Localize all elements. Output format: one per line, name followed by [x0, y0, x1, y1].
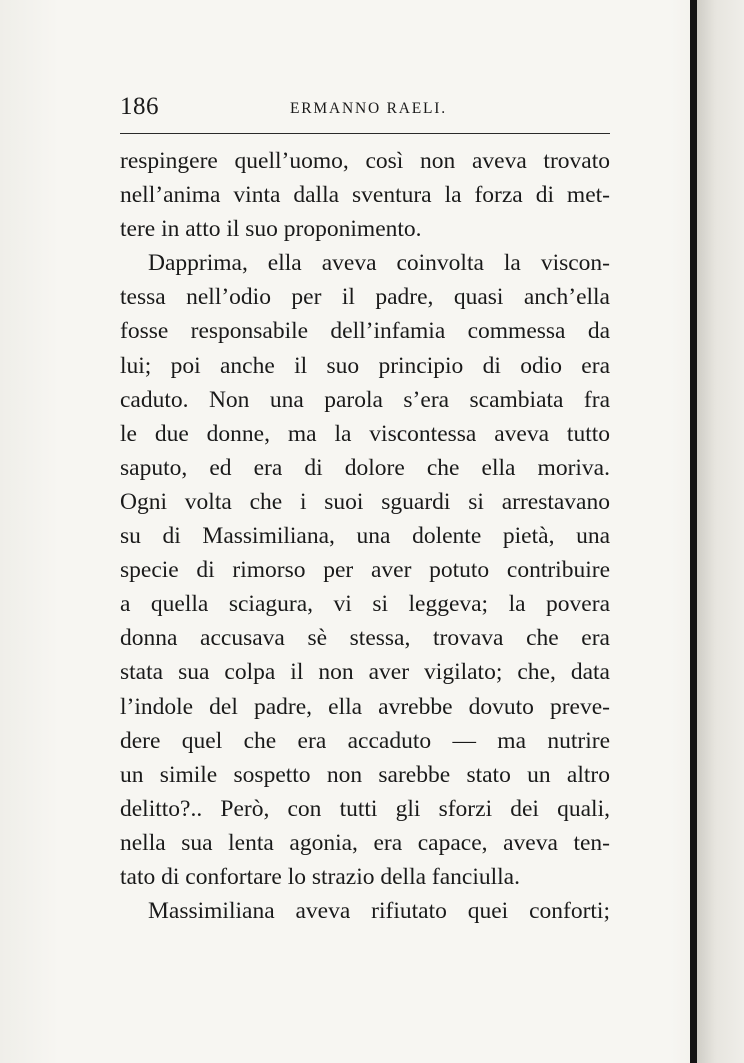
text-line: stata sua colpa il non aver vigilato; che, data [120, 659, 610, 686]
text-line: Ogni volta che i suoi sguardi si arrestavano [120, 488, 610, 515]
text-line: dere quel che era accaduto — ma nutrire [120, 727, 610, 754]
text-line: caduto. Non una parola s’era scambiata fra [120, 386, 610, 413]
text-line: respingere quell’uomo, così non aveva trovato [120, 148, 610, 174]
text-line: a quella sciagura, vi si leggeva; la povera [120, 591, 610, 618]
page-header [120, 93, 610, 123]
text-line: su di Massimiliana, una dolente pietà, una [120, 523, 610, 550]
text-line: tato di confortare lo strazio della fanciulla. [120, 863, 520, 890]
text-line: le due donne, ma la viscontessa aveva tutto [120, 420, 610, 447]
header-rule [120, 133, 610, 134]
adjacent-page-edge [697, 0, 744, 1063]
text-line: l’indole del padre, ella avrebbe dovuto preve- [120, 693, 610, 720]
text-line: delitto?.. Però, con tutti gli sforzi dei quali, [120, 795, 610, 822]
text-line: Dapprima, ella aveva coinvolta la viscon- [148, 250, 610, 277]
text-line: nell’anima vinta dalla sventura la forza di met- [120, 182, 610, 209]
book-spine-shadow [690, 0, 697, 1063]
text-line: specie di rimorso per aver potuto contribuire [120, 557, 610, 584]
text-line: fosse responsabile dell’infamia commessa da [120, 318, 610, 345]
text-line: tere in atto il suo proponimento. [120, 216, 422, 243]
text-line: Massimiliana aveva rifiutato quei conforti; [148, 898, 610, 925]
running-title: ERMANNO RAELI. [290, 100, 447, 117]
text-line: un simile sospetto non sarebbe stato un altro [120, 761, 610, 788]
page-number: 186 [120, 93, 159, 120]
body-text [120, 144, 610, 928]
text-line: donna accusava sè stessa, trovava che era [120, 625, 610, 652]
text-line: lui; poi anche il suo principio di odio era [120, 352, 610, 379]
text-line: nella sua lenta agonia, era capace, aveva ten- [120, 829, 610, 856]
text-line: saputo, ed era di dolore che ella moriva. [120, 454, 610, 481]
text-line: tessa nell’odio per il padre, quasi anch’ella [120, 284, 610, 311]
